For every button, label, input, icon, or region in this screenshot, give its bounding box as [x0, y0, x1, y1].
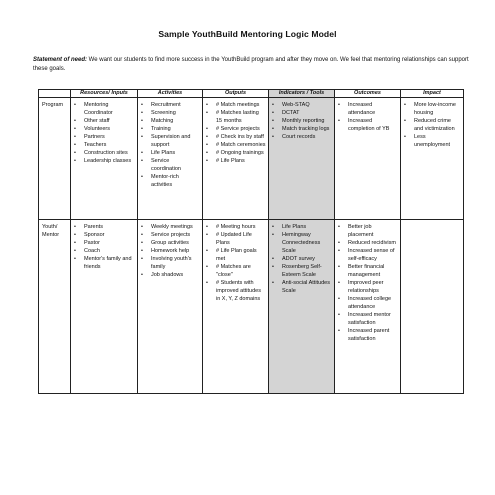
list-item: • Hemingway Connectedness Scale	[269, 231, 332, 255]
cell-indicators	[269, 220, 335, 394]
list-item: • Rosenberg Self-Esteem Scale	[269, 263, 332, 279]
header-outcomes: Outcomes	[335, 90, 401, 98]
header-activities: Activities	[138, 90, 203, 98]
list-item: • # Service projects	[203, 125, 266, 133]
list-item: • # Check ins by staff	[203, 133, 266, 141]
list-item: • Better financial management	[335, 263, 398, 279]
list-item: • # Life Plan goals met	[203, 247, 266, 263]
cell-activities	[138, 98, 203, 220]
list-item: • Mentor's family and friends	[71, 255, 135, 271]
list-item: • Teachers	[71, 141, 135, 149]
list-item: • Reduced recidivism	[335, 239, 398, 247]
bullet-list	[71, 101, 137, 165]
list-item: • More low-income housing	[401, 101, 461, 117]
list-item: • Mentoring Coordinator	[71, 101, 135, 117]
row-label-youth-mentor: Youth/ Mentor	[39, 220, 71, 394]
table-row-program	[39, 98, 464, 220]
list-item: • # Meeting hours	[203, 223, 266, 231]
header-resources: Resources/ Inputs	[71, 90, 138, 98]
cell-outputs	[203, 98, 269, 220]
cell-indicators	[269, 98, 335, 220]
list-item: • Match tracking logs	[269, 125, 332, 133]
logic-model-table	[38, 89, 464, 394]
list-item: • Service coordination	[138, 157, 200, 173]
cell-activities	[138, 220, 203, 394]
bullet-list	[335, 101, 400, 133]
list-item: • Leadership classes	[71, 157, 135, 165]
list-item: • Web-STAQ	[269, 101, 332, 109]
cell-outcomes	[335, 220, 401, 394]
list-item: • Job shadows	[138, 271, 200, 279]
list-item: • Less unemployment	[401, 133, 461, 149]
list-item: • Involving youth's family	[138, 255, 200, 271]
table-row-youth-mentor	[39, 220, 464, 394]
list-item: • Pastor	[71, 239, 135, 247]
bullet-list	[401, 101, 463, 149]
cell-resources	[71, 220, 138, 394]
header-outputs: Outputs	[203, 90, 269, 98]
list-item: • Mentor-rich activities	[138, 173, 200, 189]
list-item: • Increased sense of self-efficacy	[335, 247, 398, 263]
list-item: • Coach	[71, 247, 135, 255]
list-item: • # Match ceremonies	[203, 141, 266, 149]
list-item: • Increased mentor satisfaction	[335, 311, 398, 327]
list-item: • # Matches are "close"	[203, 263, 266, 279]
cell-outputs	[203, 220, 269, 394]
list-item: • # Ongoing trainings	[203, 149, 266, 157]
list-item: • Partners	[71, 133, 135, 141]
list-item: • # Updated Life Plans	[203, 231, 266, 247]
list-item: • Training	[138, 125, 200, 133]
cell-impact	[401, 220, 464, 394]
bullet-list	[269, 223, 334, 295]
cell-impact	[401, 98, 464, 220]
list-item: • Anti-social Attitudes Scale	[269, 279, 332, 295]
list-item: • Weekly meetings	[138, 223, 200, 231]
list-item: • Increased parent satisfaction	[335, 327, 398, 343]
cell-resources	[71, 98, 138, 220]
cell-outcomes	[335, 98, 401, 220]
list-item: • Construction sites	[71, 149, 135, 157]
list-item: • Reduced crime and victimization	[401, 117, 461, 133]
bullet-list	[203, 101, 268, 165]
list-item: • Matching	[138, 117, 200, 125]
list-item: • Supervision and support	[138, 133, 200, 149]
list-item: • Group activities	[138, 239, 200, 247]
header-impact: Impact	[401, 90, 464, 98]
list-item: • Court records	[269, 133, 332, 141]
list-item: • Recruitment	[138, 101, 200, 109]
bullet-list	[335, 223, 400, 343]
list-item: • # Students with improved attitudes in X, Y, Z domains	[203, 279, 266, 303]
list-item: • Screening	[138, 109, 200, 117]
list-item: • Life Plans	[138, 149, 200, 157]
list-item: • Improved peer relationships	[335, 279, 398, 295]
bullet-list	[138, 223, 202, 279]
header-row	[39, 90, 464, 98]
list-item: • Service projects	[138, 231, 200, 239]
list-item: • # Match meetings	[203, 101, 266, 109]
list-item: • ADOT survey	[269, 255, 332, 263]
list-item: • Other staff	[71, 117, 135, 125]
header-corner	[39, 90, 71, 98]
bullet-list	[269, 101, 334, 141]
list-item: • Better job placement	[335, 223, 398, 239]
list-item: • # Matches lasting 15 months	[203, 109, 266, 125]
bullet-list	[138, 101, 202, 189]
list-item: • Increased completion of YB	[335, 117, 398, 133]
list-item: • DCTAT	[269, 109, 332, 117]
list-item: • Monthly reporting	[269, 117, 332, 125]
header-indicators: Indicators / Tools	[269, 90, 335, 98]
statement-text: We want our students to find more success in the YouthBuild program and after they move on. We feel that mentoring relationships can support these goals.	[33, 57, 469, 72]
list-item: • Parents	[71, 223, 135, 231]
list-item: • Increased college attendance	[335, 295, 398, 311]
statement-lead: Statement of need:	[33, 57, 88, 63]
list-item: • # Life Plans	[203, 157, 266, 165]
document-title: Sample YouthBuild Mentoring Logic Model	[158, 29, 337, 39]
list-item: • Homework help	[138, 247, 200, 255]
statement-of-need	[33, 56, 473, 74]
list-item: • Sponsor	[71, 231, 135, 239]
bullet-list	[71, 223, 137, 271]
bullet-list	[203, 223, 268, 303]
list-item: • Increased attendance	[335, 101, 398, 117]
row-label-program: Program	[39, 98, 71, 220]
list-item: • Volunteers	[71, 125, 135, 133]
list-item: • Life Plans	[269, 223, 332, 231]
